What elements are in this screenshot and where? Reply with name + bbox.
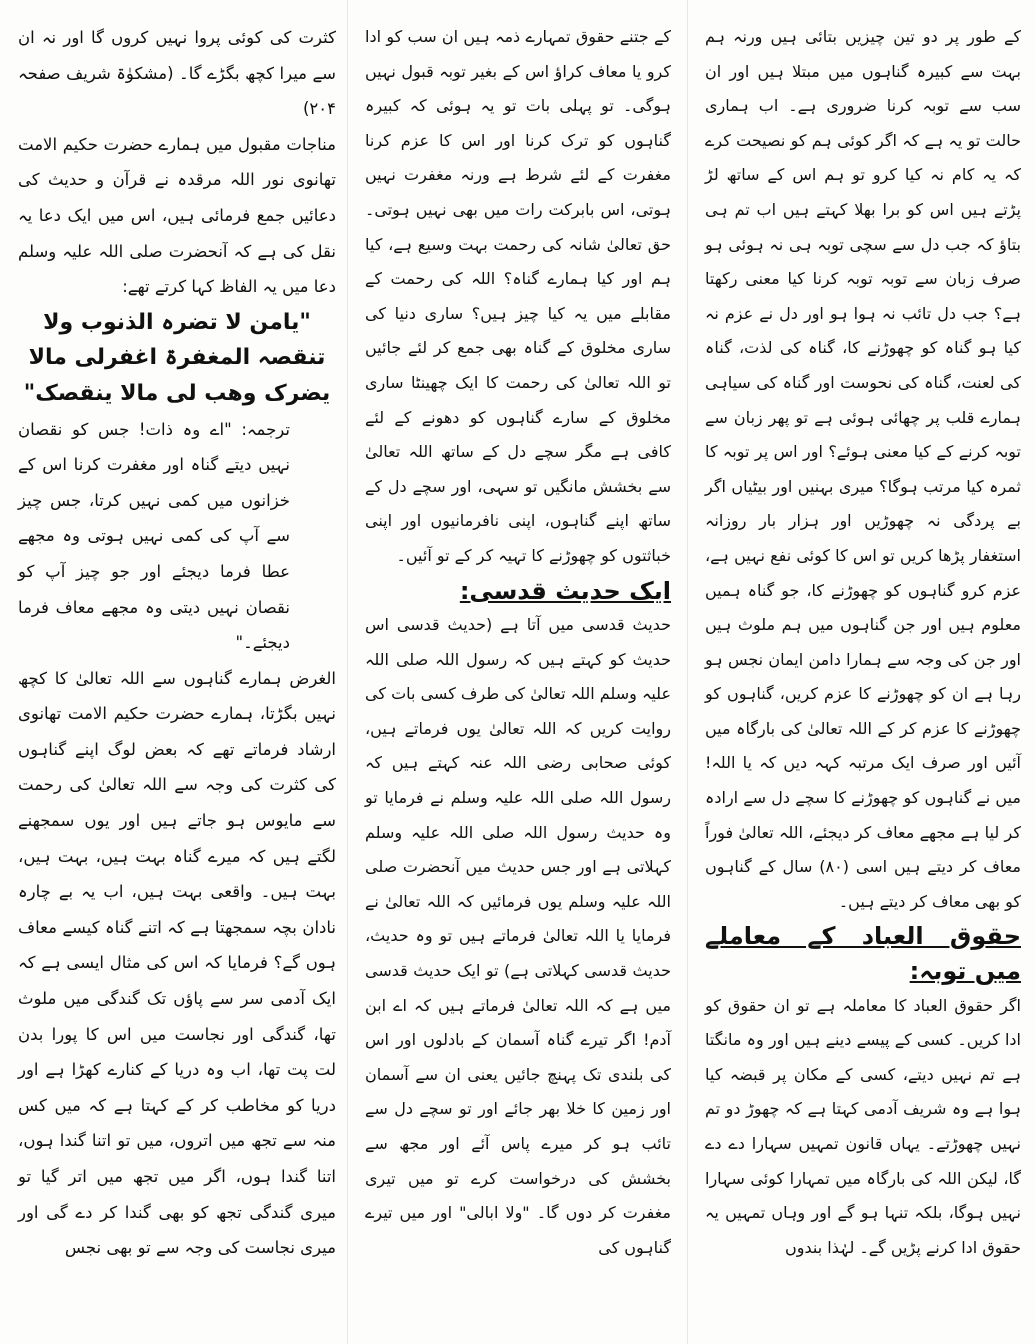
section-heading: ایک حدیث قدسی:: [459, 576, 671, 605]
paragraph: الغرض ہمارے گناہوں سے اللہ تعالیٰ کا کچھ نہیں بگڑتا، ہمارے حضرت حکیم الامت تھانوی ارشاد فرماتے تھے کہ بعض لوگ اپنے گناہوں کی کثرت کی وجہ سے اللہ تعالیٰ کی رحمت سے مایوس ہو جاتے ہیں اور یوں سمجھنے لگتے ہیں کہ میرے گناہ بہت ہیں، بہت ہیں، بہت ہیں۔ واقعی بہت ہیں، اب یہ بے چارہ نادان بچہ سمجھتا ہے کہ اتنے گناہ کیسے معاف ہوں گے؟ فرمایا کہ اس کی مثال ایسی ہے کہ ایک آدمی سر سے پاؤں تک گندگی میں ملوث تھا، گندگی اور نجاست میں اس کا پورا بدن لت پت تھا، اب وہ دریا کے کنارے کھڑا ہے اور دریا کو مخاطب کر کے کہتا ہے کہ میں کس منہ سے تجھ میں اتروں، میں تو اتنا گندا ہوں، اتنا گندا ہوں، اگر میں تجھ میں اتر گیا تو میری گندگی تجھ کو بھی گندا کر دے گی اور میری نجاست کی وجہ سے تو بھی نجس: [18, 668, 336, 1258]
arabic-dua: "یامن لا تضرہ الذنوب ولا تنقصہ المغفرۃ اغفرلی مالا یضرک وھب لی مالا ینقصک": [23, 309, 331, 406]
column-middle: [365, 20, 671, 1265]
translation: ترجمہ: "اے وہ ذات! جس کو نقصان نہیں دیتے گناہ اور مغفرت کرنا اس کے خزانوں میں کمی نہیں کرتا، جس چیز سے آپ کی کمی نہیں ہوتی وہ مجھے عطا فرما دیجئے اور جو چیز آپ کو نقصان نہیں دیتی وہ مجھے معاف فرما دیجئے۔": [18, 419, 290, 653]
paragraph: کے جتنے حقوق تمہارے ذمہ ہیں ان سب کو ادا کرو یا معاف کراؤ اس کے بغیر توبہ قبول نہیں ہوگی۔ تو پہلی بات تو یہ ہوئی کہ کبیرہ گناہوں کو ترک کرنا اور اس کا عزم کرنا مغفرت کے لئے شرط ہے ورنہ مغفرت نہیں ہوتی، اس بابرکت رات میں بھی نہیں ہوتی۔ حق تعالیٰ شانہ کی رحمت بہت وسیع ہے، کیا ہم اور کیا ہمارے گناہ؟ اللہ کی رحمت کے مقابلے میں یہ کیا چیز ہیں؟ ساری دنیا کی ساری مخلوق کے گناہ بھی جمع کر لئے جائیں تو اللہ تعالیٰ کی رحمت کا ایک چھینٹا ساری مخلوق کے سارے گناہوں کو دھونے کے لئے کافی ہے مگر سچے دل کے ساتھ اللہ تعالیٰ سے بخشش مانگیں تو سہی، اور سچے دل کے ساتھ اپنے گناہوں، اپنی نافرمانیوں اور اپنی خباثتوں کو چھوڑنے کا تہیہ کر کے تو آئیں۔: [365, 27, 671, 565]
column-right: [705, 20, 1021, 1265]
column-divider: [347, 0, 348, 1344]
paragraph: کثرت کی کوئی پروا نہیں کروں گا اور نہ ان سے میرا کچھ بگڑے گا۔ (مشکوٰۃ شریف صفحہ ۲۰۴): [18, 28, 336, 119]
column-divider: [687, 0, 688, 1344]
paragraph: مناجات مقبول میں ہمارے حضرت حکیم الامت تھانوی نور اللہ مرقدہ نے قرآن و حدیث کی دعائیں جمع فرمائی ہیں، اس میں ایک دعا یہ نقل کی ہے کہ آنحضرت صلی اللہ علیہ وسلم دعا میں یہ الفاظ کہا کرتے تھے:: [18, 134, 336, 297]
paragraph: کے طور پر دو تین چیزیں بتائی ہیں ورنہ ہم بہت سے کبیرہ گناہوں میں مبتلا ہیں اور ان سب سے توبہ کرنا ضروری ہے۔ اب ہماری حالت تو یہ ہے کہ اگر کوئی ہم کو نصیحت کرے کہ یہ کام نہ کیا کرو تو ہم اس کے ساتھ لڑ پڑتے ہیں اس کو برا بھلا کہتے ہیں اب تم ہی بتاؤ کہ جب دل سے سچی توبہ ہی نہ ہوئی ہو صرف زبان سے توبہ توبہ کرنا کیا معنی رکھتا ہے؟ جب دل تائب نہ ہوا ہو اور دل نے عزم نہ کیا ہو گناہ کو چھوڑنے کا، گناہ کی لذت، گناہ کی لعنت، گناہ کی نحوست اور گناہ کی سیاہی ہمارے قلب پر چھائی ہوئی ہے تو پھر زبان سے توبہ کرنے کے کیا معنی ہوئے؟ اور اس پر توبہ کا ثمرہ کیا مرتب ہوگا؟ میری بہنیں اور بیٹیاں اگر بے پردگی نہ چھوڑیں اور ہزار بار روزانہ استغفار پڑھا کریں تو اس کا کوئی نفع نہیں ہے، عزم کرو گناہوں کو چھوڑنے کا، جو گناہ ہمیں معلوم ہیں اور جن گناہوں میں ہم ملوث ہیں اور جن کی وجہ سے ہمارا دامن ایمان نجس ہو رہا ہے ان کو چھوڑنے کا عزم کریں، گناہوں کو چھوڑنے کا عزم کر کے اللہ تعالیٰ کی بارگاہ میں آئیں اور صرف ایک مرتبہ کہہ دیں کہ یا اللہ! میں نے گناہوں کو چھوڑنے کا سچے دل سے ارادہ کر لیا ہے مجھے معاف کر دیجئے، اللہ تعالیٰ فوراً معاف کر دیتے ہیں اسی (۸۰) سال کے گناہوں کو بھی معاف کر دیتے ہیں۔: [705, 27, 1022, 911]
paragraph: حدیث قدسی میں آتا ہے (حدیث قدسی اس حدیث کو کہتے ہیں کہ رسول اللہ صلی اللہ علیہ وسلم اللہ تعالیٰ کی طرف کسی بات کی روایت کریں کہ اللہ تعالیٰ یوں فرماتے ہیں، کوئی صحابی رضی اللہ عنہ کہتے ہیں کہ رسول اللہ صلی اللہ علیہ وسلم نے فرمایا تو وہ حدیث رسول اللہ صلی اللہ علیہ وسلم کہلاتی ہے اور جس حدیث میں آنحضرت صلی اللہ علیہ وسلم یوں فرمائیں کہ اللہ تعالیٰ نے فرمایا یا اللہ تعالیٰ فرماتے ہیں تو وہ حدیث، حدیث قدسی کہلاتی ہے) تو ایک حدیث قدسی میں ہے کہ اللہ تعالیٰ فرماتے ہیں کہ اے ابن آدم! اگر تیرے گناہ آسمان کے بادلوں اور اس کی بلندی تک پہنچ جائیں یعنی ان سے آسمان اور زمین کا خلا بھر جائے اور تو سچے دل سے تائب ہو کر میرے پاس آئے اور مجھ سے بخشش کی درخواست کرے تو میں تیری مغفرت کر دوں گا۔ "ولا ابالی" اور میں تیرے گناہوں کی: [365, 615, 671, 1257]
section-heading: حقوق العباد کے معاملے میں توبہ:: [705, 922, 1021, 986]
column-left: [18, 20, 336, 1266]
paragraph: اگر حقوق العباد کا معاملہ ہے تو ان حقوق کو ادا کریں۔ کسی کے پیسے دینے ہیں اور وہ مانگتا ہے تم نہیں دیتے، کسی کے مکان پر قبضہ کیا ہوا ہے وہ شریف آدمی کہتا ہے کہ چھوڑ دو تم نہیں چھوڑتے۔ یہاں قانون تمہیں سہارا دے دے گا، لیکن اللہ کی بارگاہ میں تمہارا کوئی سہارا نہیں ہوگا، بلکہ تنہا ہو گے اور وہاں تمہیں یہ حقوق ادا کرنے پڑیں گے۔ لہٰذا بندوں: [705, 995, 1021, 1257]
